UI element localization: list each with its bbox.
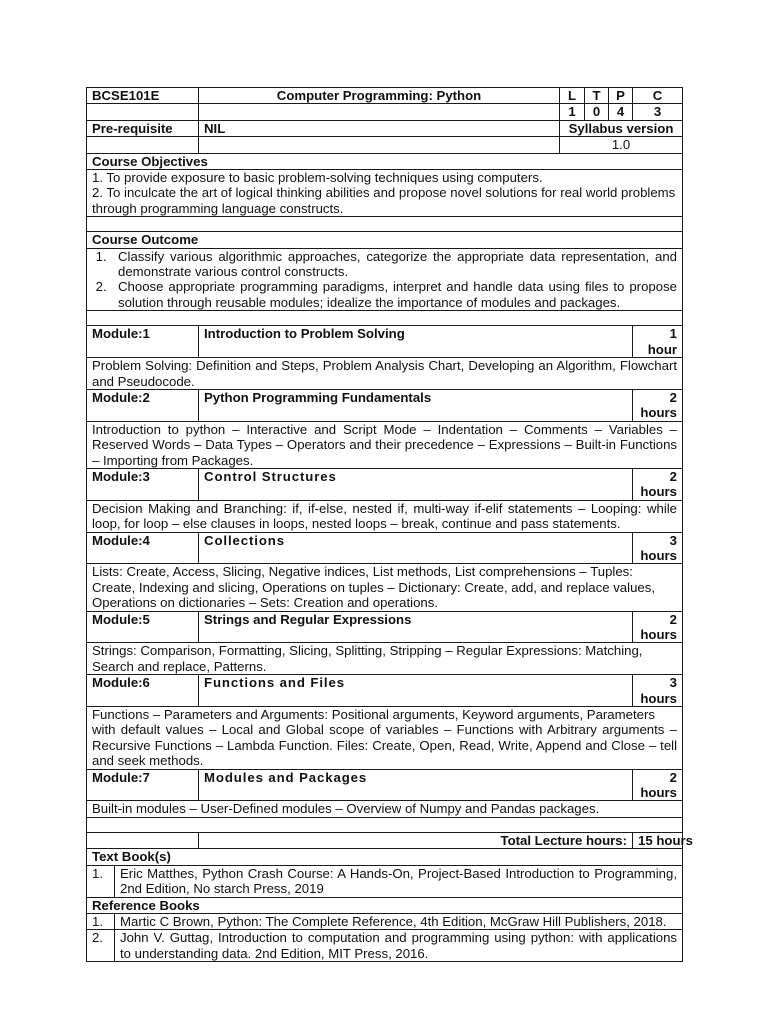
- syllabus-table: [86, 87, 693, 962]
- total-row: [87, 832, 683, 848]
- textbook-heading: Text Book(s): [87, 849, 683, 865]
- module-header: [87, 769, 683, 801]
- ltpc-label-l: L: [560, 88, 585, 104]
- ltpc-value-l: 1: [560, 104, 585, 120]
- module-content: Problem Solving: Definition and Steps, Problem Analysis Chart, Developing an Algorithm, Flowchart and Pseudocode.: [87, 358, 683, 390]
- textbook-number: 1.: [87, 865, 115, 897]
- module-title: Strings and Regular Expressions: [199, 611, 633, 643]
- module-content: Decision Making and Branching: if, if-else, nested if, multi-way if-elif statements – Looping: while loop, for loop – else clauses in loops, nested loops – break, continue and pass statements.: [87, 500, 683, 532]
- syllabus-version-row: [87, 137, 683, 153]
- syllabus-label: Syllabus version: [560, 120, 683, 136]
- reference-heading: Reference Books: [87, 897, 683, 913]
- module-title: Modules and Packages: [199, 769, 633, 801]
- outcome-heading: Course Outcome: [87, 232, 683, 248]
- module-hours: 2 hours: [633, 389, 683, 421]
- module-content-part-2: Search and replace, Patterns.: [92, 658, 267, 674]
- objective-1: 1. To provide exposure to basic problem-solving techniques using computers.: [92, 170, 543, 186]
- module-content: Introduction to python – Interactive and Script Mode – Indentation – Comments – Variables – Reserved Words – Data Types – Operators and their precedence – Expressions – Built-in Functions – Importing from Packages.: [87, 421, 683, 468]
- ltpc-value-p: 4: [609, 104, 633, 120]
- module-hours: 3 hours: [633, 532, 683, 564]
- ltpc-values-row: [87, 104, 683, 120]
- module-content: Built-in modules – User-Defined modules – Overview of Numpy and Pandas packages.: [87, 801, 683, 817]
- textbook-text: Eric Matthes, Python Crash Course: A Hands-On, Project-Based Introduction to Programming, 2nd Edition, No starch Press, 2019: [115, 865, 683, 897]
- module-hours: 2 hours: [633, 611, 683, 643]
- module-content: [87, 643, 683, 675]
- prereq-row: [87, 120, 683, 136]
- total-label: Total Lecture hours:: [199, 832, 633, 848]
- module-header: [87, 468, 683, 500]
- course-title: Computer Programming: Python: [199, 88, 560, 104]
- reference-item: [87, 913, 683, 929]
- module-title: Python Programming Fundamentals: [199, 389, 633, 421]
- reference-text: John V. Guttag, Introduction to computation and programming using python: with applications to understanding data. 2nd Edition, MIT Press, 2016.: [115, 930, 683, 962]
- module-hours: 2 hours: [633, 468, 683, 500]
- module-title: Control Structures: [199, 468, 633, 500]
- module-label: Module:5: [87, 611, 199, 643]
- objective-2: 2. To inculcate the art of logical thinking abilities and propose novel solutions for real world problems through programming language constructs.: [92, 185, 676, 216]
- module-label: Module:7: [87, 769, 199, 801]
- syllabus-value: 1.0: [560, 137, 683, 153]
- ltpc-value-c: 3: [633, 104, 683, 120]
- outcome-1: 1. Classify various algorithmic approaches, categorize the appropriate data representation, and demonstrate various control constructs.: [114, 249, 677, 280]
- module-title: Collections: [199, 532, 633, 564]
- module-label: Module:2: [87, 389, 199, 421]
- module-content-part-1: Strings: Comparison, Formatting, Slicing, Splitting, Stripping – Regular Expressions: Matching,: [92, 643, 643, 659]
- module-label: Module:3: [87, 468, 199, 500]
- outcome-2: 2. Choose appropriate programming paradigms, interpret and handle data using files to propose solution through reusable modules; idealize the importance of modules and packages.: [114, 279, 677, 310]
- textbook-item: [87, 865, 683, 897]
- module-content-part-2: with default values – Local and Global scope of variables – Functions with Arbitrary arguments – Recursive Functions – Lambda Function. Files: Create, Open, Read, Write, Append and Close – tell and seek methods.: [92, 722, 678, 769]
- module-header: [87, 326, 683, 358]
- module-label: Module:4: [87, 532, 199, 564]
- ltpc-label-c: C: [633, 88, 683, 104]
- module-header: [87, 532, 683, 564]
- module-header: [87, 389, 683, 421]
- module-content: Lists: Create, Access, Slicing, Negative indices, List methods, List comprehensions – Tuples: Create, Indexing and slicing, Operations on tuples – Dictionary: Create, add, and replace values, Operations on dictionaries – Sets: Creation and operations.: [87, 564, 683, 611]
- objectives-body: [87, 170, 683, 217]
- header-row: [87, 88, 683, 104]
- module-header: [87, 611, 683, 643]
- reference-number: 2.: [87, 930, 115, 962]
- total-value: 15 hours: [633, 832, 683, 848]
- ltpc-label-t: T: [585, 88, 609, 104]
- module-hours: 2 hours: [633, 769, 683, 801]
- module-title: Introduction to Problem Solving: [199, 326, 633, 358]
- module-title: Functions and Files: [199, 675, 633, 707]
- module-content: [87, 707, 683, 770]
- module-hours: 1 hour: [633, 326, 683, 358]
- module-hours: 3 hours: [633, 675, 683, 707]
- module-header: [87, 675, 683, 707]
- ltpc-label-p: P: [609, 88, 633, 104]
- prereq-label: Pre-requisite: [87, 120, 199, 136]
- module-content-part-1: Functions – Parameters and Arguments: Positional arguments, Keyword arguments, Parameters: [92, 707, 655, 723]
- reference-number: 1.: [87, 913, 115, 929]
- module-label: Module:1: [87, 326, 199, 358]
- prereq-value: NIL: [199, 120, 560, 136]
- objectives-heading: Course Objectives: [87, 153, 683, 169]
- reference-text: Martic C Brown, Python: The Complete Reference, 4th Edition, McGraw Hill Publishers, 2018.: [115, 913, 683, 929]
- outcome-body: [87, 248, 683, 311]
- module-label: Module:6: [87, 675, 199, 707]
- ltpc-value-t: 0: [585, 104, 609, 120]
- course-code: BCSE101E: [87, 88, 199, 104]
- reference-item: [87, 930, 683, 962]
